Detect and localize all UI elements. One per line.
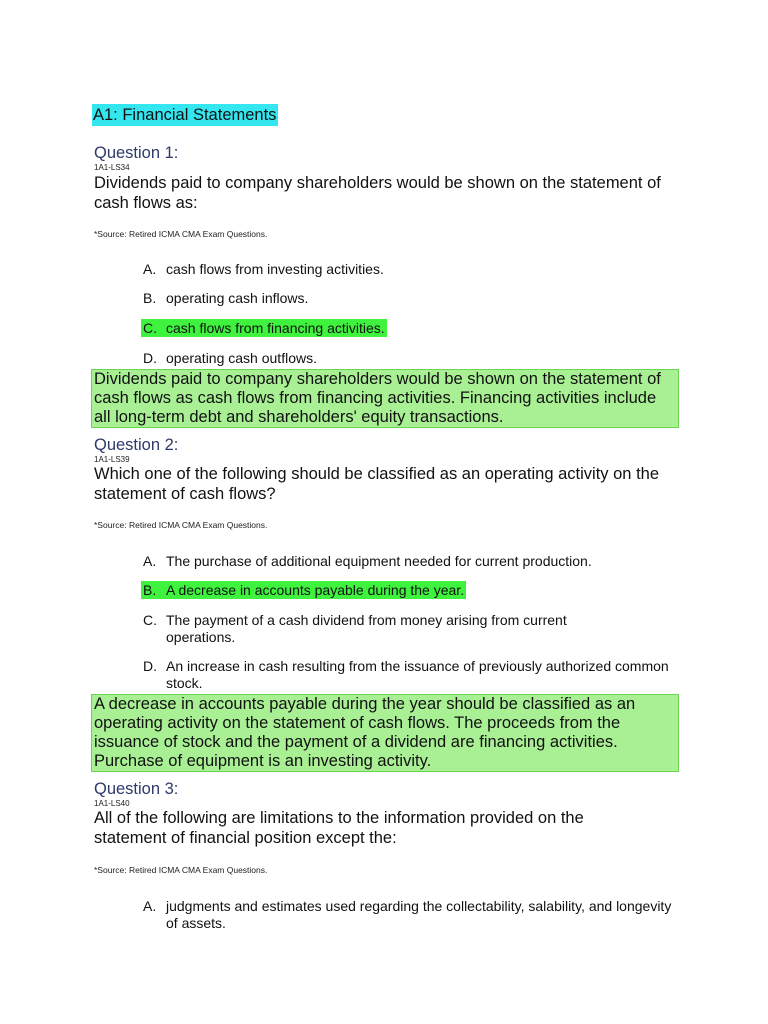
option-c	[143, 612, 623, 646]
option-a	[143, 553, 683, 570]
answer-explanation: Dividends paid to company shareholders would be shown on the statement of cash flows as cash flows from financing activities. Financing activities include all long-term debt and shareholders' equity transactions.	[91, 369, 679, 428]
option-text: cash flows from investing activities.	[166, 261, 384, 277]
question-code: 1A1-LS39	[94, 455, 130, 464]
option-c-correct	[141, 320, 681, 337]
option-d	[143, 350, 683, 367]
option-text: An increase in cash resulting from the issuance of previously authorized common stock.	[166, 658, 669, 691]
option-b	[143, 290, 683, 307]
question-code: 1A1-LS40	[94, 799, 130, 808]
option-a	[143, 898, 673, 932]
option-letter: D.	[143, 350, 157, 366]
question-source: *Source: Retired ICMA CMA Exam Questions.	[94, 865, 268, 875]
question-text: Which one of the following should be classified as an operating activity on the statement of cash flows?	[94, 465, 660, 503]
option-text: A decrease in accounts payable during the year.	[166, 582, 465, 598]
question-text: All of the following are limitations to the information provided on the statement of financial position except the:	[94, 809, 584, 847]
question-code: 1A1-LS34	[94, 163, 130, 172]
option-letter: B.	[143, 290, 157, 306]
answer-explanation: A decrease in accounts payable during the year should be classified as an operating activity on the statement of cash flows. The proceeds from the issuance of stock and the payment of a dividend are financing activities. Purchase of equipment is an investing activity.	[91, 694, 679, 772]
option-text: operating cash outflows.	[166, 350, 317, 366]
option-a	[143, 261, 683, 278]
option-letter: B.	[143, 582, 157, 598]
option-letter: A.	[143, 261, 157, 277]
question-heading: Question 2:	[94, 436, 179, 454]
option-text: cash flows from financing activities.	[166, 320, 385, 336]
option-letter: D.	[143, 658, 157, 674]
question-source: *Source: Retired ICMA CMA Exam Questions.	[94, 229, 268, 239]
option-d	[143, 658, 673, 692]
question-text: Dividends paid to company shareholders would be shown on the statement of cash flows as:	[94, 174, 661, 212]
option-text: judgments and estimates used regarding the collectability, salability, and longevity of assets.	[166, 898, 672, 931]
question-heading: Question 1:	[94, 144, 179, 162]
question-source: *Source: Retired ICMA CMA Exam Questions.	[94, 520, 268, 530]
option-text: operating cash inflows.	[166, 290, 309, 306]
option-b-correct	[141, 582, 681, 599]
option-letter: C.	[143, 320, 157, 336]
question-heading: Question 3:	[94, 780, 179, 798]
option-letter: A.	[143, 553, 157, 569]
option-text: The payment of a cash dividend from money arising from current operations.	[166, 612, 567, 645]
option-text: The purchase of additional equipment needed for current production.	[166, 553, 592, 569]
correct-answer-highlight	[141, 319, 387, 337]
option-letter: C.	[143, 612, 157, 628]
section-title: A1: Financial Statements	[93, 106, 277, 124]
option-letter: A.	[143, 898, 157, 914]
correct-answer-highlight	[141, 581, 466, 599]
